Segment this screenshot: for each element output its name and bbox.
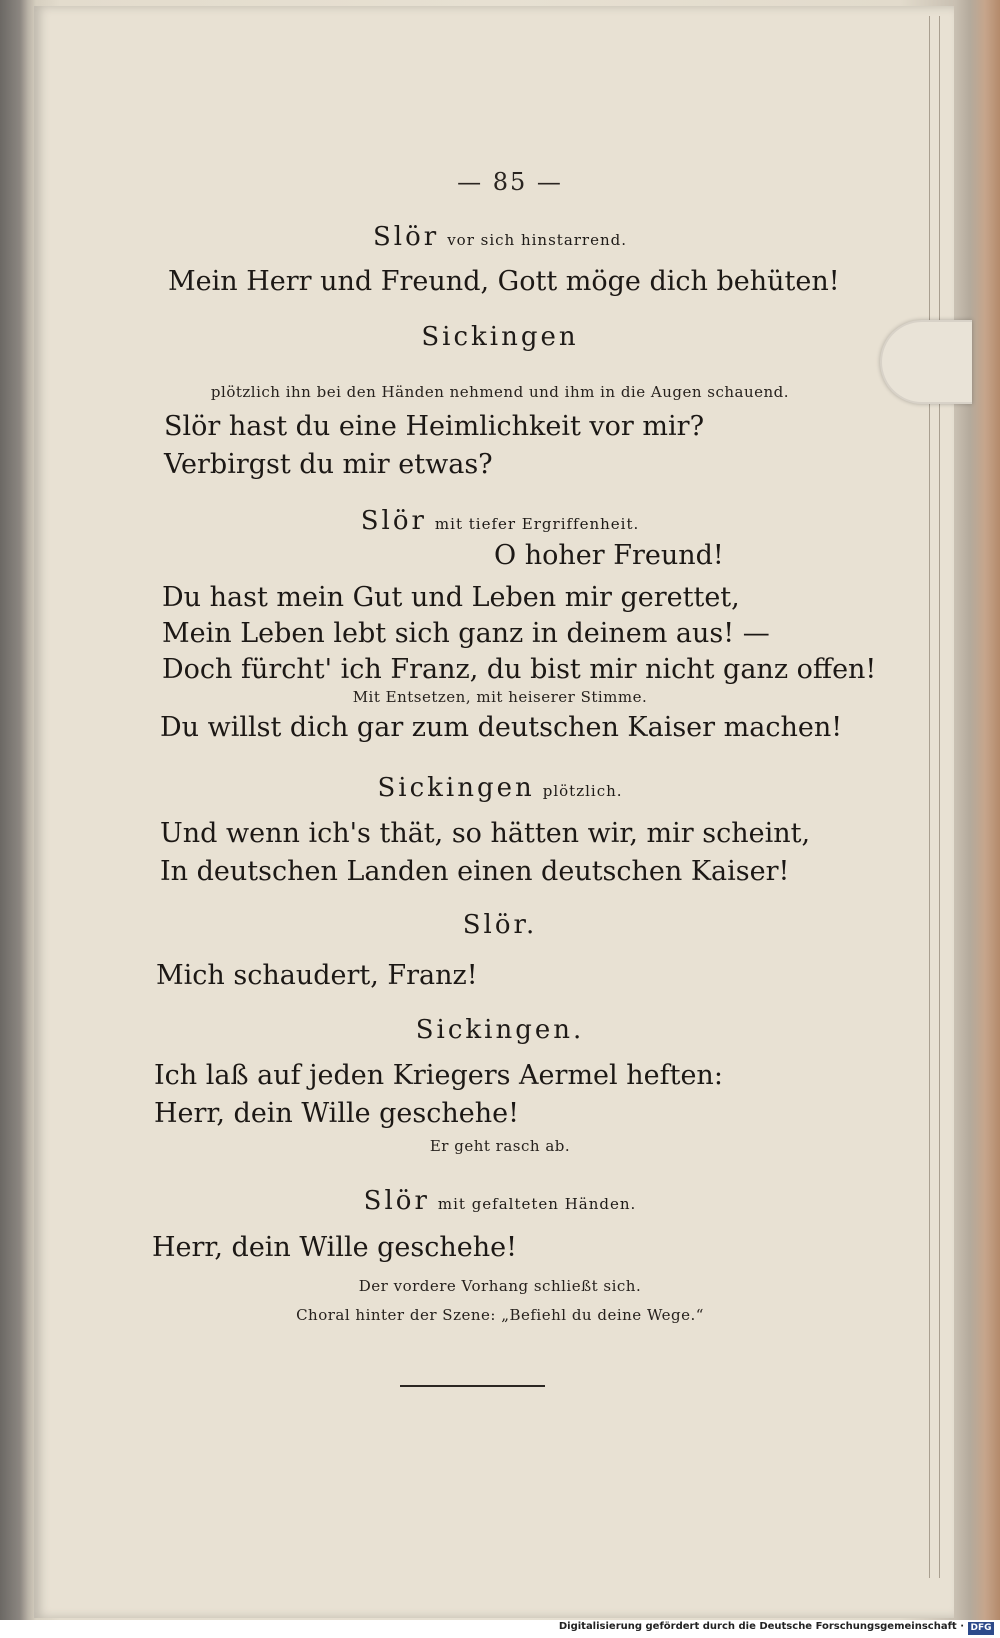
speaker-heading bbox=[0, 222, 1000, 252]
stage-direction: Der vordere Vorhang schließt sich. bbox=[358, 1277, 642, 1295]
speaker-heading bbox=[0, 910, 1000, 940]
speaker-heading bbox=[0, 506, 1000, 536]
dfg-logo: DFG bbox=[968, 1622, 994, 1635]
speaker-name: Sickingen. bbox=[415, 1015, 585, 1045]
verse-line: Slör hast du eine Heimlichkeit vor mir? bbox=[164, 411, 705, 442]
speaker-heading bbox=[0, 322, 1000, 352]
verse-line: Mich schaudert, Franz! bbox=[156, 960, 478, 991]
footer-bar bbox=[0, 1620, 1000, 1638]
verse-line: Verbirgst du mir etwas? bbox=[164, 449, 493, 480]
verse-line: O hoher Freund! bbox=[494, 540, 724, 571]
page-number: — 85 — bbox=[457, 168, 563, 196]
speaker-direction: mit gefalteten Händen. bbox=[437, 1195, 637, 1213]
verse-line: Mein Herr und Freund, Gott möge dich behüten! bbox=[168, 266, 840, 297]
verse-line: Ich laß auf jeden Kriegers Aermel heften: bbox=[154, 1060, 723, 1091]
verse-line: Doch fürcht' ich Franz, du bist mir nicht ganz offen! bbox=[162, 654, 877, 685]
verse-line: In deutschen Landen einen deutschen Kaiser! bbox=[160, 856, 790, 887]
stage-direction: Er geht rasch ab. bbox=[429, 1137, 571, 1155]
stage-direction: plötzlich ihn bei den Händen nehmend und ihm in die Augen schauend. bbox=[210, 383, 790, 401]
speaker-heading bbox=[0, 1015, 1000, 1045]
speaker-direction: plötzlich. bbox=[542, 782, 623, 800]
speaker-heading bbox=[0, 1186, 1000, 1216]
speaker-name: Slör bbox=[372, 222, 440, 252]
verse-line: Herr, dein Wille geschehe! bbox=[154, 1098, 519, 1129]
verse-line: Und wenn ich's thät, so hätten wir, mir scheint, bbox=[160, 818, 811, 849]
speaker-name: Slör bbox=[363, 1186, 430, 1216]
verse-line: Herr, dein Wille geschehe! bbox=[152, 1232, 517, 1263]
speaker-name: Slör bbox=[360, 506, 427, 536]
closing-rule bbox=[400, 1385, 545, 1387]
verse-line: Du willst dich gar zum deutschen Kaiser machen! bbox=[160, 712, 843, 743]
verse-line: Mein Leben lebt sich ganz in deinem aus! — bbox=[162, 618, 770, 649]
verse-line: Du hast mein Gut und Leben mir gerettet, bbox=[162, 582, 740, 613]
speaker-heading bbox=[0, 773, 1000, 803]
speaker-name: Sickingen bbox=[421, 322, 579, 352]
speaker-name: Sickingen bbox=[377, 773, 535, 803]
stage-direction: Choral hinter der Szene: „Befiehl du deine Wege.“ bbox=[296, 1306, 704, 1324]
speaker-direction: mit tiefer Ergriffenheit. bbox=[434, 515, 640, 533]
stage-direction: Mit Entsetzen, mit heiserer Stimme. bbox=[352, 688, 648, 706]
footer-credit: Digitalisierung gefördert durch die Deutsche Forschungsgemeinschaft · bbox=[558, 1621, 964, 1632]
speaker-direction: vor sich hinstarrend. bbox=[447, 231, 628, 249]
speaker-name: Slör. bbox=[462, 910, 538, 940]
